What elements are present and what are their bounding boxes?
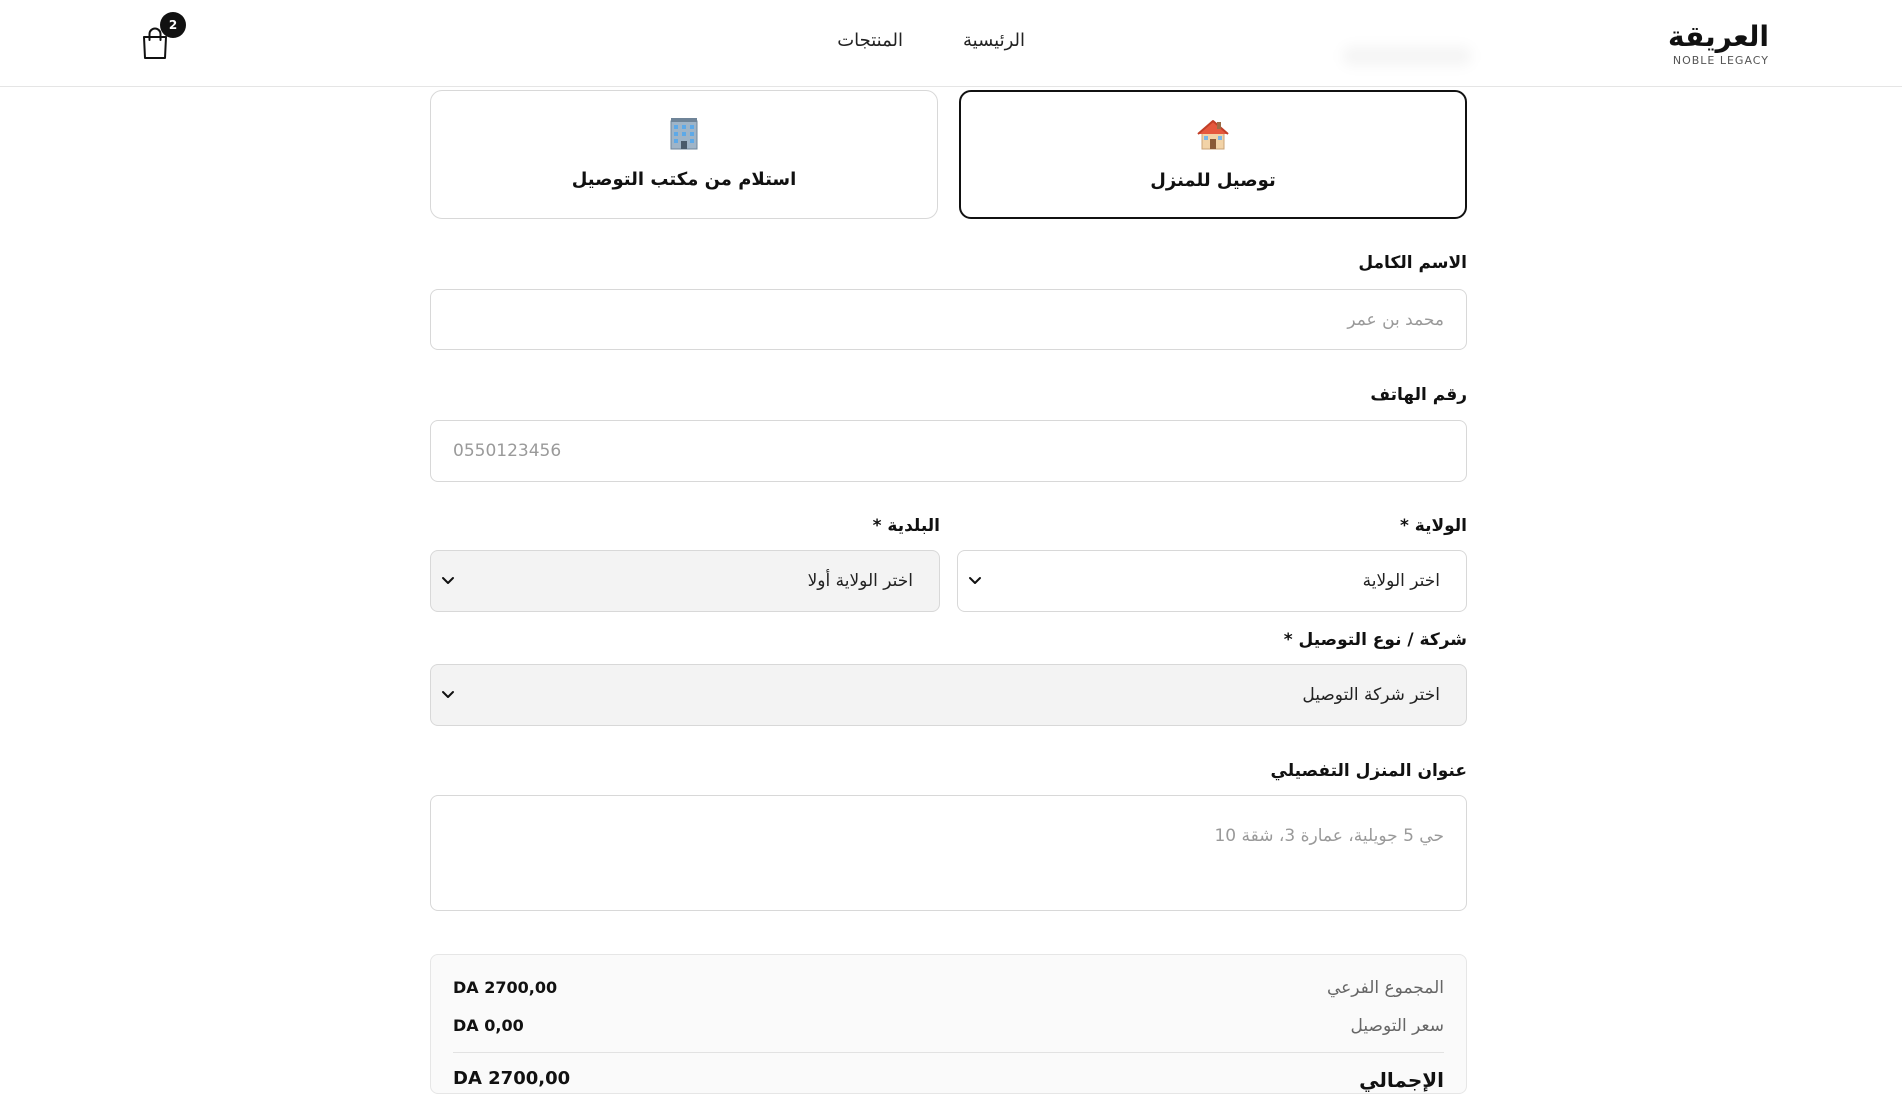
full-name-placeholder: محمد بن عمر — [1347, 309, 1444, 330]
chevron-down-icon — [441, 576, 455, 586]
shipping-fee-row — [453, 1016, 1444, 1042]
shipping-fee-value: DA 0,00 — [453, 1016, 524, 1035]
nav-home-link[interactable]: الرئيسية — [963, 30, 1025, 51]
delivery-option-home[interactable] — [959, 90, 1467, 219]
nav-products-link[interactable]: المنتجات — [837, 30, 903, 51]
full-name-label: الاسم الكامل — [1358, 253, 1467, 273]
phone-label: رقم الهاتف — [1370, 385, 1467, 405]
total-value: DA 2700,00 — [453, 1068, 571, 1089]
total-label: الإجمالي — [1359, 1068, 1444, 1092]
phone-input[interactable] — [430, 420, 1467, 482]
house-icon — [961, 116, 1465, 152]
shipping-company-label: شركة / نوع التوصيل * — [1283, 630, 1467, 650]
wilaya-label: الولاية * — [1399, 516, 1467, 536]
main-nav — [0, 30, 1902, 58]
commune-select[interactable] — [430, 550, 940, 612]
address-textarea[interactable] — [430, 795, 1467, 911]
shipping-company-selected-value: اختر شركة التوصيل — [1302, 685, 1440, 705]
wilaya-selected-value: اختر الولاية — [1362, 571, 1440, 591]
chevron-down-icon — [968, 576, 982, 586]
subtotal-row — [453, 978, 1444, 1004]
phone-placeholder: 0550123456 — [453, 441, 562, 461]
office-building-icon — [431, 115, 937, 151]
shipping-company-select[interactable] — [430, 664, 1467, 726]
address-placeholder: حي 5 جويلية، عمارة 3، شقة 10 — [1214, 826, 1444, 846]
commune-label: البلدية * — [872, 516, 940, 536]
total-row — [453, 1068, 1444, 1094]
delivery-option-home-label: توصيل للمنزل — [1150, 170, 1276, 191]
shipping-fee-label: سعر التوصيل — [1350, 1016, 1444, 1036]
order-summary — [430, 954, 1467, 1094]
site-header — [0, 0, 1902, 87]
delivery-option-office-label: استلام من مكتب التوصيل — [571, 169, 797, 190]
wilaya-select[interactable] — [957, 550, 1467, 612]
chevron-down-icon — [441, 690, 455, 700]
full-name-input[interactable] — [430, 289, 1467, 350]
address-label: عنوان المنزل التفصيلي — [1270, 761, 1467, 781]
logo-title: العريقة — [1668, 20, 1769, 53]
logo-subtitle: NOBLE LEGACY — [1672, 54, 1769, 67]
delivery-option-office[interactable] — [430, 90, 938, 219]
summary-divider — [453, 1052, 1444, 1053]
subtotal-value: DA 2700,00 — [453, 978, 558, 997]
commune-selected-value: اختر الولاية أولا — [807, 571, 913, 591]
cart-count-badge: 2 — [160, 12, 186, 38]
subtotal-label: المجموع الفرعي — [1326, 978, 1444, 998]
